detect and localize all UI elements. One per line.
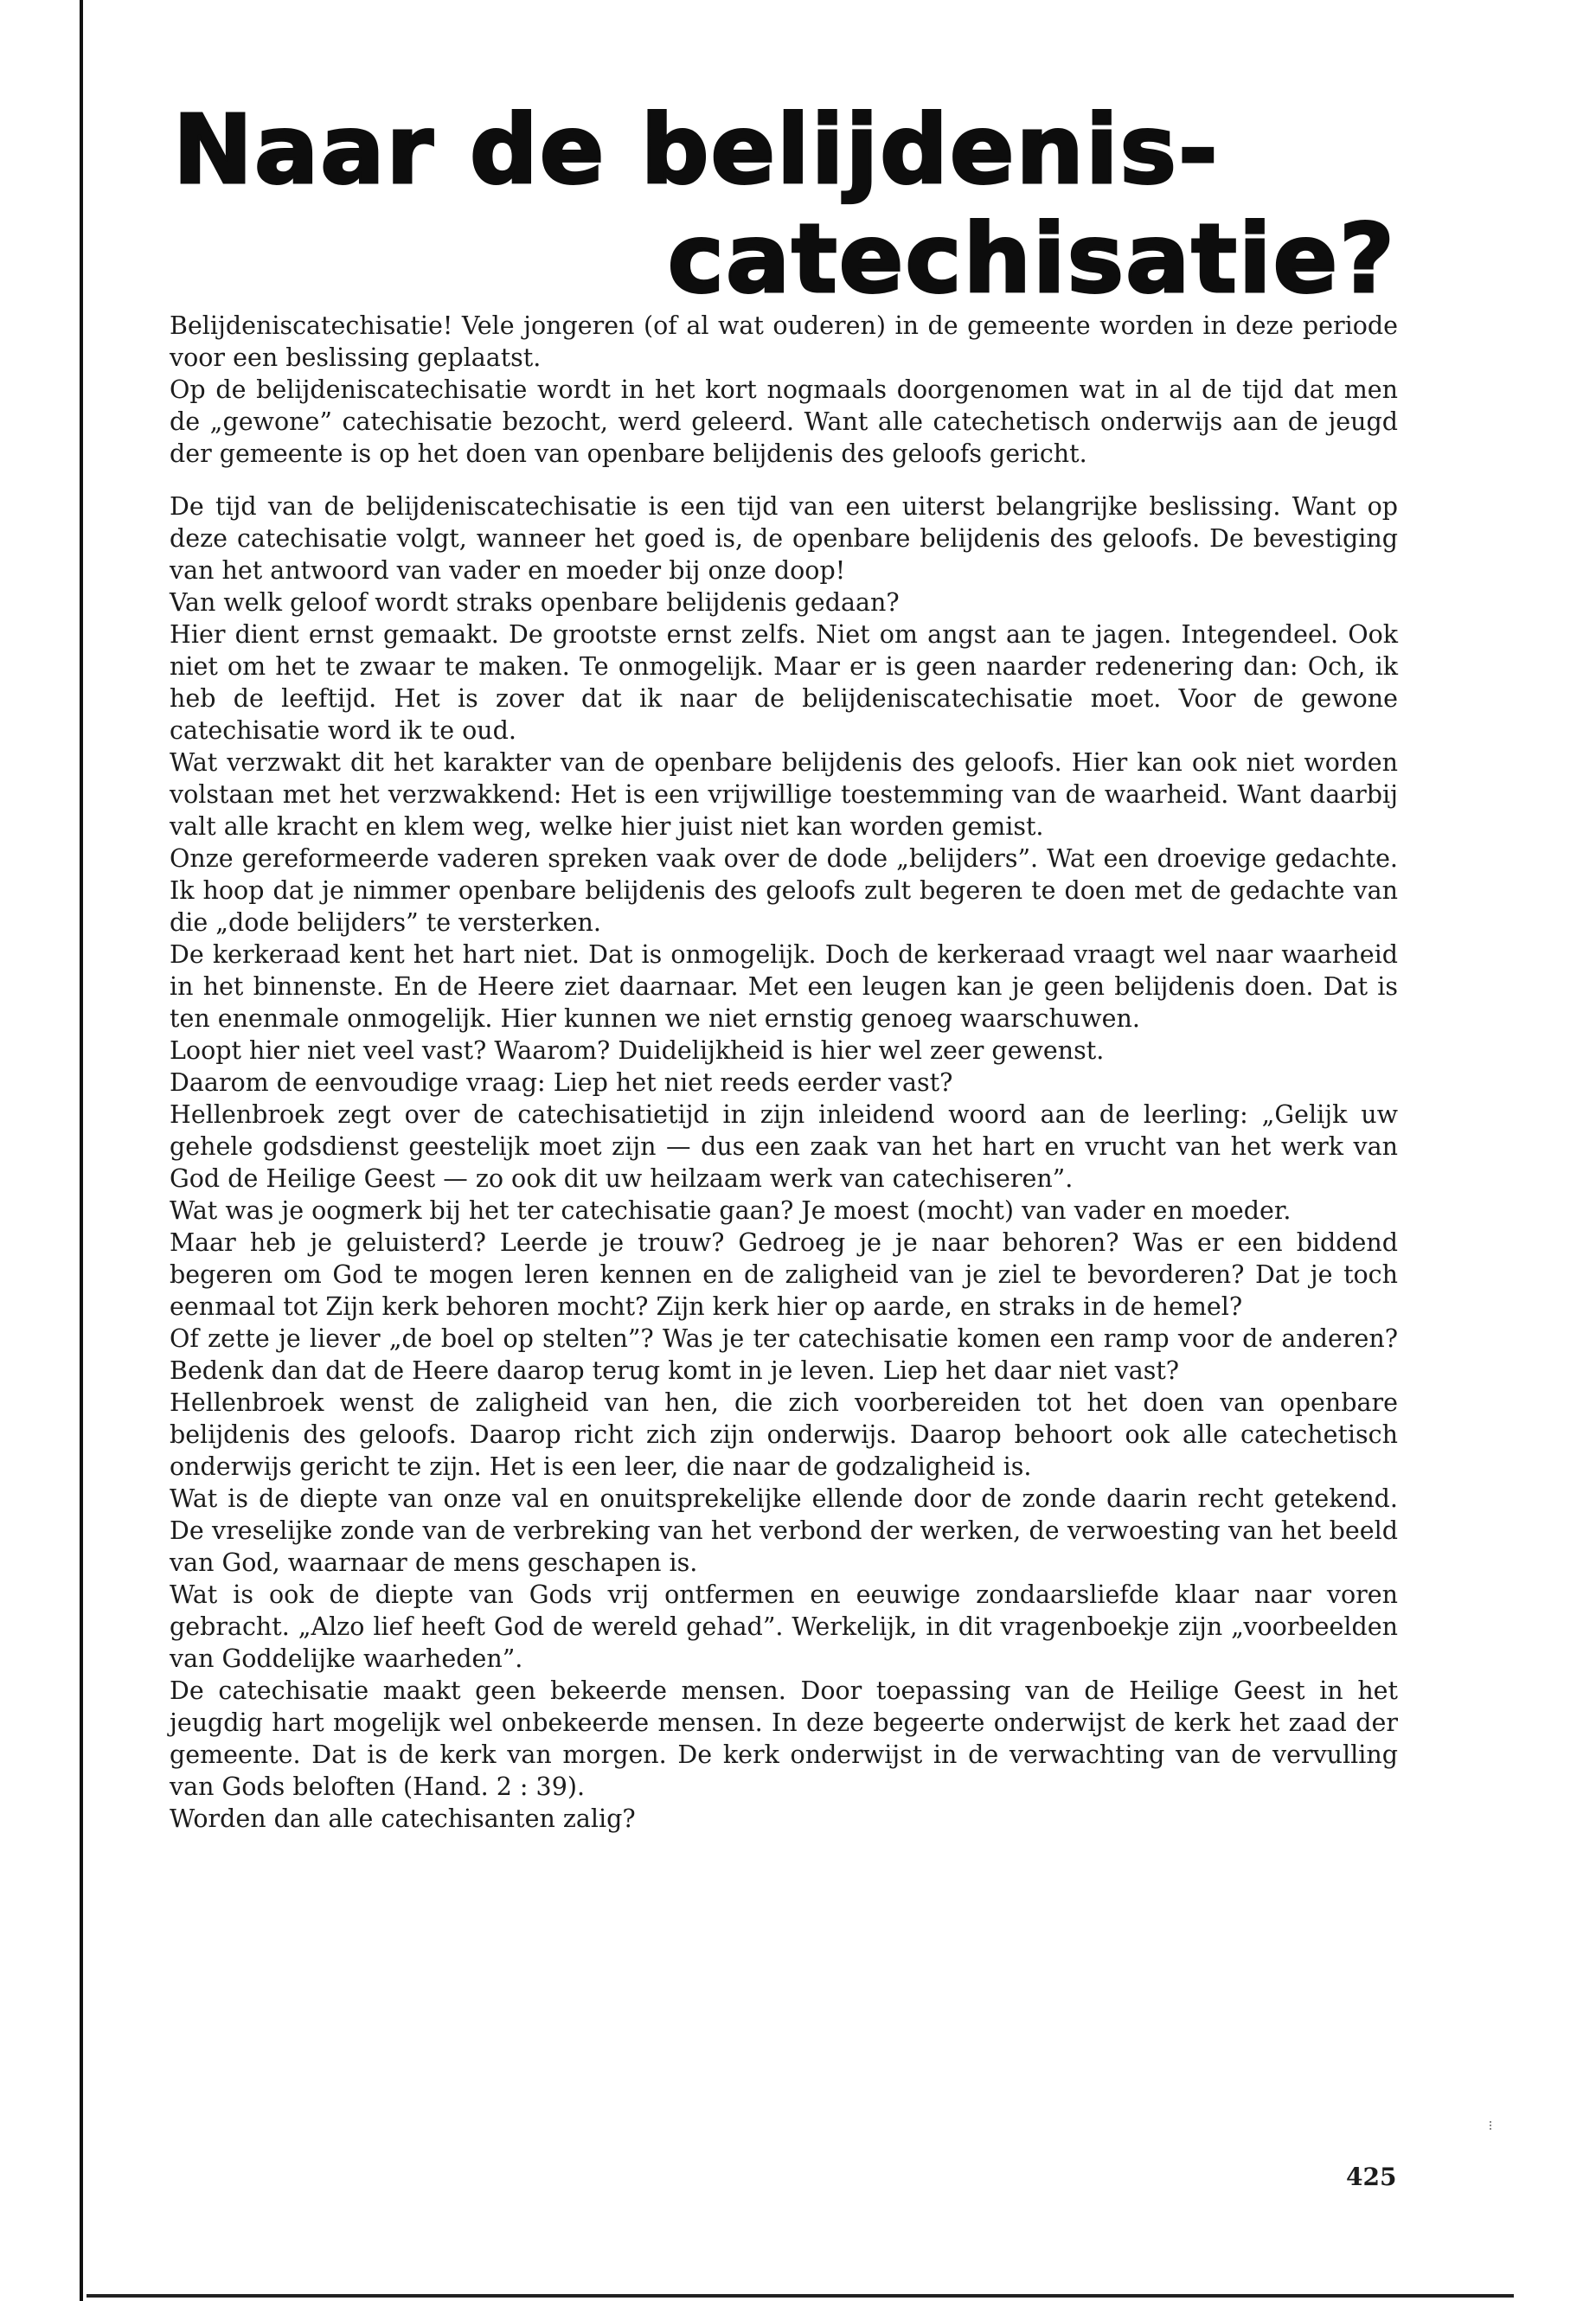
paragraph-15: Hellenbroek wenst de zaligheid van hen, die zich voorbereiden tot het doen van openbare belijdenis des geloofs. Daarop richt zich zijn onderwijs. Daarop behoort ook alle catechetisch onderwijs gericht te zijn. Het is een leer, die naar de godzaligheid is. <box>170 1388 1398 1481</box>
paragraph-10: Daarom de eenvoudige vraag: Liep het niet reeds eerder vast? <box>170 1068 953 1097</box>
paragraph-18: De catechisatie maakt geen bekeerde mensen. Door toepassing van de Heilige Geest in het jeugdig hart mogelijk wel onbekeerde mensen. In deze begeerte onderwijst de kerk het zaad der gemeente. Dat is de kerk van morgen. De kerk onderwijst in de verwachting van de vervulling van Gods beloften (Hand. 2 : 39). <box>170 1676 1398 1801</box>
paragraph-2: Op de belijdeniscatechisatie wordt in het kort nogmaals doorgenomen wat in al de tijd dat men de „gewone” catechisatie bezocht, werd geleerd. Want alle catechetisch onderwijs aan de jeugd der gemeente is op het doen van openbare belijdenis des geloofs gericht. <box>170 375 1398 468</box>
paragraph-17: Wat is ook de diepte van Gods vrij ontfermen en eeuwige zondaarsliefde klaar naar voren gebracht. „Alzo lief heeft God de wereld gehad”. Werkelijk, in dit vragenboekje zijn „voorbeelden van Goddelijke waarheden”. <box>170 1580 1398 1673</box>
page-number: 425 <box>1346 2163 1397 2191</box>
article-title <box>173 94 1410 314</box>
paragraph-9: Loopt hier niet veel vast? Waarom? Duidelijkheid is hier wel zeer gewenst. <box>170 1036 1105 1065</box>
paragraph-14: Of zette je liever „de boel op stelten”? Was je ter catechisatie komen een ramp voor de anderen? Bedenk dan dat de Heere daarop terug komt in je leven. Liep het daar niet vast? <box>170 1324 1398 1385</box>
scan-edge-line <box>80 0 83 2301</box>
paragraph-5: Hier dient ernst gemaakt. De grootste ernst zelfs. Niet om angst aan te jagen. Integendeel. Ook niet om het te zwaar te maken. Te onmogelijk. Maar er is geen naarder redenering dan: Och, ik heb de leeftijd. Het is zover dat ik naar de belijdeniscatechisatie moet. Voor de gewone catechisatie word ik te oud. <box>170 620 1398 745</box>
paragraph-1: Belijdeniscatechisatie! Vele jongeren (of al wat ouderen) in de gemeente worden in deze periode voor een beslissing geplaatst. <box>170 311 1398 372</box>
article-title-line-2: catechisatie? <box>667 203 1396 314</box>
paragraph-19: Worden dan alle catechisanten zalig? <box>170 1804 636 1833</box>
article-title-line-1: Naar de belijdenis- <box>173 94 1220 205</box>
paragraph-6: Wat verzwakt dit het karakter van de openbare belijdenis des geloofs. Hier kan ook niet worden volstaan met het verzwakkend: Het is een vrijwillige toestemming van de waarheid. Want daarbij valt alle kracht en klem weg, welke hier juist niet kan worden gemist. <box>170 748 1398 841</box>
paragraph-8: De kerkeraad kent het hart niet. Dat is onmogelijk. Doch de kerkeraad vraagt wel naar waarheid in het binnenste. En de Heere ziet daarnaar. Met een leugen kan je geen belijdenis doen. Dat is ten enenmale onmogelijk. Hier kunnen we niet ernstig genoeg waarschuwen. <box>170 940 1398 1033</box>
paragraph-16: Wat is de diepte van onze val en onuitsprekelijke ellende door de zonde daarin recht getekend. De vreselijke zonde van de verbreking van het verbond der werken, de verwoesting van het beeld van God, waarnaar de mens geschapen is. <box>170 1484 1398 1577</box>
bottom-edge-line <box>87 2294 1514 2298</box>
scan-speck <box>1490 2121 1494 2130</box>
paragraph-4: Van welk geloof wordt straks openbare belijdenis gedaan? <box>170 588 900 617</box>
paragraph-11: Hellenbroek zegt over de catechisatietijd in zijn inleidend woord aan de leerling: „Gelijk uw gehele godsdienst geestelijk moet zijn — dus een zaak van het hart en vrucht van het werk van God de Heilige Geest — zo ook dit uw heilzaam werk van catechiseren”. <box>170 1100 1398 1193</box>
paragraph-12: Wat was je oogmerk bij het ter catechisatie gaan? Je moest (mocht) van vader en moeder. <box>170 1196 1292 1225</box>
article-body <box>170 310 1398 1835</box>
paragraph-3: De tijd van de belijdeniscatechisatie is een tijd van een uiterst belangrijke beslissing. Want op deze catechisatie volgt, wanneer het goed is, de openbare belijdenis des geloofs. De bevestiging van het antwoord van vader en moeder bij onze doop! <box>170 492 1398 585</box>
paragraph-7: Onze gereformeerde vaderen spreken vaak over de dode „belijders”. Wat een droevige gedachte. Ik hoop dat je nimmer openbare belijdenis des geloofs zult begeren te doen met de gedachte van die „dode belijders” te versterken. <box>170 844 1398 937</box>
paragraph-13: Maar heb je geluisterd? Leerde je trouw? Gedroeg je je naar behoren? Was er een biddend begeren om God te mogen leren kennen en de zaligheid van je ziel te bevorderen? Dat je toch eenmaal tot Zijn kerk behoren mocht? Zijn kerk hier op aarde, en straks in de hemel? <box>170 1228 1398 1321</box>
